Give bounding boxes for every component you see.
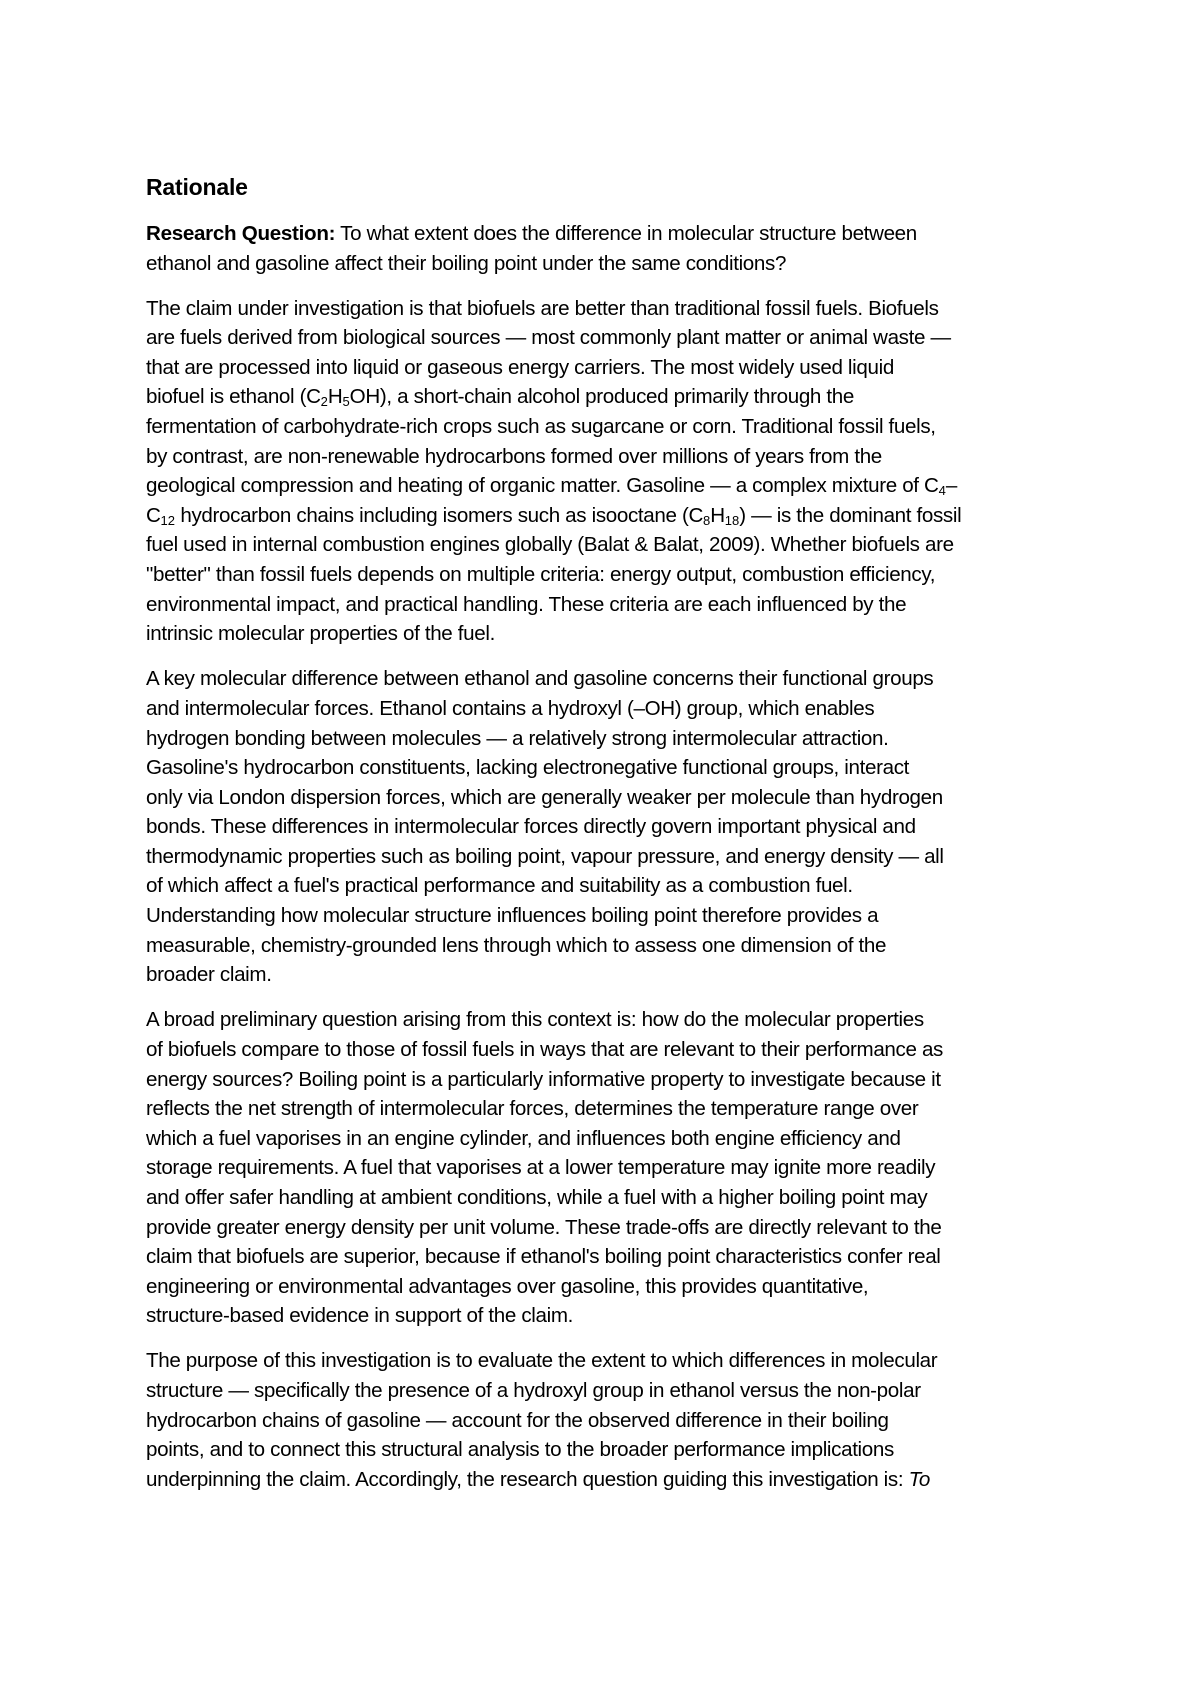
subscript: 2: [320, 394, 328, 410]
molecular-difference-paragraph: [146, 664, 1071, 990]
claim-line: The claim under investigation is that biofuels are better than traditional fossil fuels. Biofuels: [146, 296, 939, 320]
paragraph-line: hydrocarbon chains of gasoline — account for the observed difference in their boiling: [146, 1408, 889, 1432]
research-question-line-1: [146, 219, 1071, 249]
claim-line-isooctane-formula: [146, 501, 1071, 531]
paragraph-line: structure — specifically the presence of a hydroxyl group in ethanol versus the non-polar: [146, 1378, 921, 1402]
text-segment: biofuel is ethanol (C: [146, 385, 321, 409]
research-question-line-2: ethanol and gasoline affect their boiling point under the same conditions?: [146, 251, 787, 275]
claim-line: are fuels derived from biological sources — most commonly plant matter or animal waste —: [146, 326, 951, 350]
claim-line: environmental impact, and practical handling. These criteria are each influenced by the: [146, 592, 907, 616]
subscript: 4: [938, 483, 946, 499]
text-segment: C: [146, 503, 161, 527]
italic-text: To: [908, 1467, 931, 1491]
paragraph-line: energy sources? Boiling point is a particularly informative property to investigate because it: [146, 1067, 941, 1091]
subscript: 18: [724, 512, 740, 528]
claim-line: that are processed into liquid or gaseous energy carriers. The most widely used liquid: [146, 355, 894, 379]
claim-line-gasoline-range: [146, 471, 1071, 501]
claim-line: fuel used in internal combustion engines globally (Balat & Balat, 2009). Whether biofuels are: [146, 533, 954, 557]
paragraph-line: thermodynamic properties such as boiling point, vapour pressure, and energy density — all: [146, 844, 944, 868]
paragraph-line: which a fuel vaporises in an engine cylinder, and influences both engine efficiency and: [146, 1126, 901, 1150]
text-segment: OH), a short-chain alcohol produced primarily through the: [349, 385, 854, 409]
claim-line: fermentation of carbohydrate-rich crops such as sugarcane or corn. Traditional fossil fuels,: [146, 415, 936, 439]
research-question-text-1: To what extent does the difference in molecular structure between: [335, 222, 917, 245]
paragraph-line: hydrogen bonding between molecules — a relatively strong intermolecular attraction.: [146, 726, 889, 750]
subscript: 8: [703, 512, 711, 528]
text-segment: H: [327, 385, 343, 409]
paragraph-line: A key molecular difference between ethanol and gasoline concerns their functional groups: [146, 667, 934, 691]
paragraph-line: and intermolecular forces. Ethanol contains a hydroxyl (–OH) group, which enables: [146, 696, 875, 720]
document-body: [146, 170, 1071, 1510]
paragraph-line: points, and to connect this structural analysis to the broader performance implications: [146, 1438, 894, 1462]
research-question-paragraph: [146, 219, 1071, 278]
paragraph-line: Gasoline's hydrocarbon constituents, lacking electronegative functional groups, interact: [146, 756, 910, 780]
subscript: 5: [342, 394, 350, 410]
text-segment: underpinning the claim. Accordingly, the research question guiding this investigation is:: [146, 1467, 909, 1491]
paragraph-line: broader claim.: [146, 963, 272, 987]
paragraph-line: bonds. These differences in intermolecular forces directly govern important physical and: [146, 815, 916, 839]
text-segment: geological compression and heating of organic matter. Gasoline — a complex mixture of C: [146, 474, 939, 498]
preliminary-question-paragraph: [146, 1005, 1071, 1331]
claim-paragraph: [146, 294, 1071, 649]
paragraph-line: provide greater energy density per unit volume. These trade-offs are directly relevant to the: [146, 1215, 942, 1239]
paragraph-line: engineering or environmental advantages over gasoline, this provides quantitative,: [146, 1274, 869, 1298]
paragraph-line: and offer safer handling at ambient conditions, while a fuel with a higher boiling point may: [146, 1185, 928, 1209]
claim-line: by contrast, are non-renewable hydrocarbons formed over millions of years from the: [146, 444, 882, 468]
claim-line: intrinsic molecular properties of the fuel.: [146, 622, 495, 646]
paragraph-line: reflects the net strength of intermolecular forces, determines the temperature range over: [146, 1097, 919, 1121]
subscript: 12: [160, 512, 175, 528]
paragraph-line: The purpose of this investigation is to evaluate the extent to which differences in molecular: [146, 1349, 938, 1373]
paragraph-line: measurable, chemistry-grounded lens through which to assess one dimension of the: [146, 933, 887, 957]
paragraph-last-line: [146, 1465, 1071, 1495]
text-segment: H: [710, 503, 725, 527]
paragraph-line: Understanding how molecular structure influences boiling point therefore provides a: [146, 904, 879, 928]
paragraph-line: of biofuels compare to those of fossil fuels in ways that are relevant to their performance as: [146, 1037, 943, 1061]
paragraph-line: structure-based evidence in support of the claim.: [146, 1304, 573, 1328]
paragraph-line: of which affect a fuel's practical performance and suitability as a combustion fuel.: [146, 874, 853, 898]
claim-line: "better" than fossil fuels depends on multiple criteria: energy output, combustion efficiency,: [146, 563, 936, 587]
paragraph-line: only via London dispersion forces, which are generally weaker per molecule than hydrogen: [146, 785, 943, 809]
purpose-paragraph: [146, 1346, 1071, 1494]
section-heading: Rationale: [146, 174, 248, 200]
paragraph-line: storage requirements. A fuel that vaporises at a lower temperature may ignite more readily: [146, 1156, 936, 1180]
claim-line-ethanol-formula: [146, 382, 1071, 412]
research-question-label: Research Question:: [146, 222, 336, 245]
text-segment: ) — is the dominant fossil: [739, 503, 962, 527]
text-segment: hydrocarbon chains including isomers such as isooctane (C: [175, 503, 703, 527]
paragraph-line: A broad preliminary question arising from this context is: how do the molecular properties: [146, 1008, 924, 1032]
paragraph-line: claim that biofuels are superior, because if ethanol's boiling point characteristics confer real: [146, 1245, 941, 1269]
text-segment: –: [945, 474, 957, 498]
